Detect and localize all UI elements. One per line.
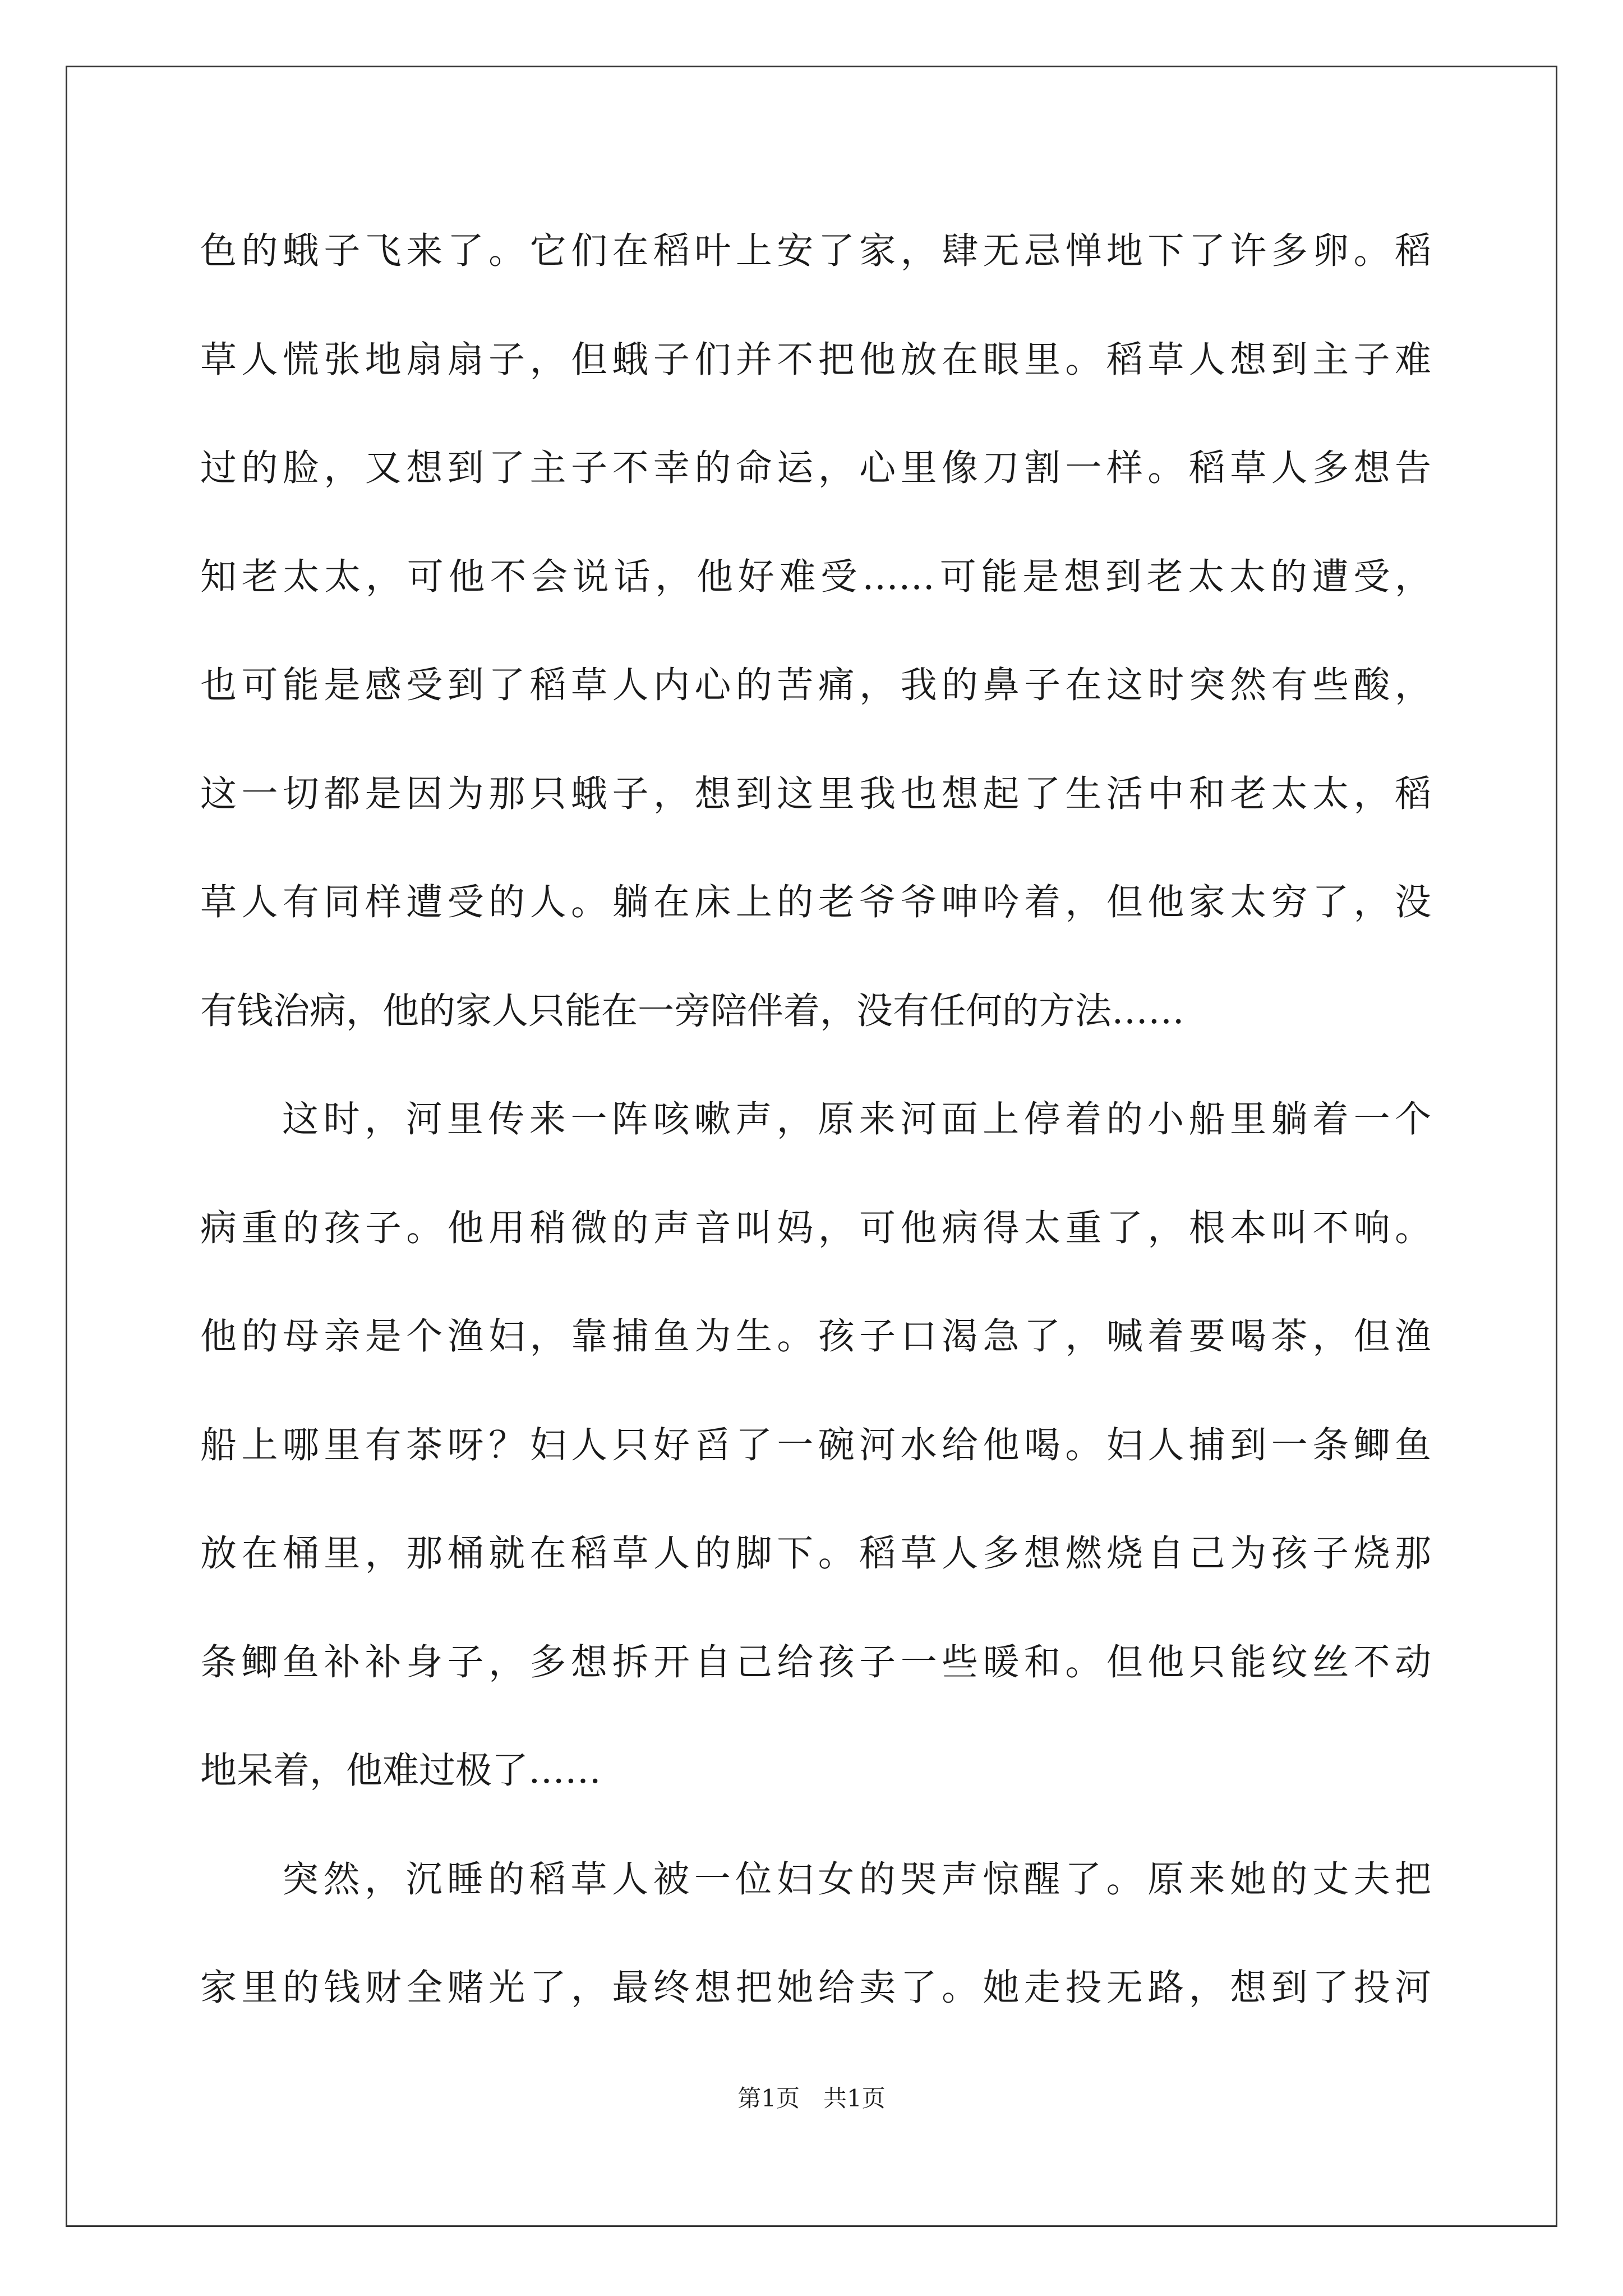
text-line: 也可能是感受到了稻草人内心的苦痛，我的鼻子在这时突然有些酸， <box>200 664 1431 706</box>
text-line: 有钱治病，他的家人只能在一旁陪伴着，没有任何的方法…… <box>200 990 1185 1032</box>
text-line: 放在桶里，那桶就在稻草人的脚下。稻草人多想燃烧自己为孩子烧那 <box>200 1533 1431 1575</box>
text-line: 病重的孩子。他用稍微的声音叫妈，可他病得太重了，根本叫不响。 <box>200 1207 1431 1249</box>
text-line: 草人有同样遭受的人。躺在床上的老爷爷呻吟着，但他家太穷了，没 <box>200 881 1431 923</box>
text-line: 他的母亲是个渔妇，靠捕鱼为生。孩子口渴急了，喊着要喝茶，但渔 <box>200 1315 1431 1358</box>
page-border <box>66 66 1557 2227</box>
text-line: 知老太太，可他不会说话，他好难受……可能是想到老太太的遭受， <box>200 556 1431 598</box>
text-line: 船上哪里有茶呀？妇人只好舀了一碗河水给他喝。妇人捕到一条鲫鱼 <box>200 1424 1431 1466</box>
text-line: 草人慌张地扇扇子，但蛾子们并不把他放在眼里。稻草人想到主子难 <box>200 339 1431 381</box>
page-number-footer: 第1页 共1页 <box>737 2085 886 2112</box>
text-line: 家里的钱财全赌光了，最终想把她给卖了。她走投无路，想到了投河 <box>200 1967 1431 2009</box>
text-line: 过的脸，又想到了主子不幸的命运，心里像刀割一样。稻草人多想告 <box>200 447 1431 489</box>
paragraph-first-line: 这时，河里传来一阵咳嗽声，原来河面上停着的小船里躺着一个 <box>282 1098 1431 1140</box>
paragraph-first-line: 突然，沉睡的稻草人被一位妇女的哭声惊醒了。原来她的丈夫把 <box>282 1858 1431 1901</box>
text-line: 地呆着，他难过极了…… <box>200 1750 602 1792</box>
text-line: 条鲫鱼补补身子，多想拆开自己给孩子一些暖和。但他只能纹丝不动 <box>200 1641 1431 1683</box>
text-line: 这一切都是因为那只蛾子，想到这里我也想起了生活中和老太太，稻 <box>200 773 1431 815</box>
text-line: 色的蛾子飞来了。它们在稻叶上安了家，肆无忌惮地下了许多卵。稻 <box>200 230 1431 272</box>
